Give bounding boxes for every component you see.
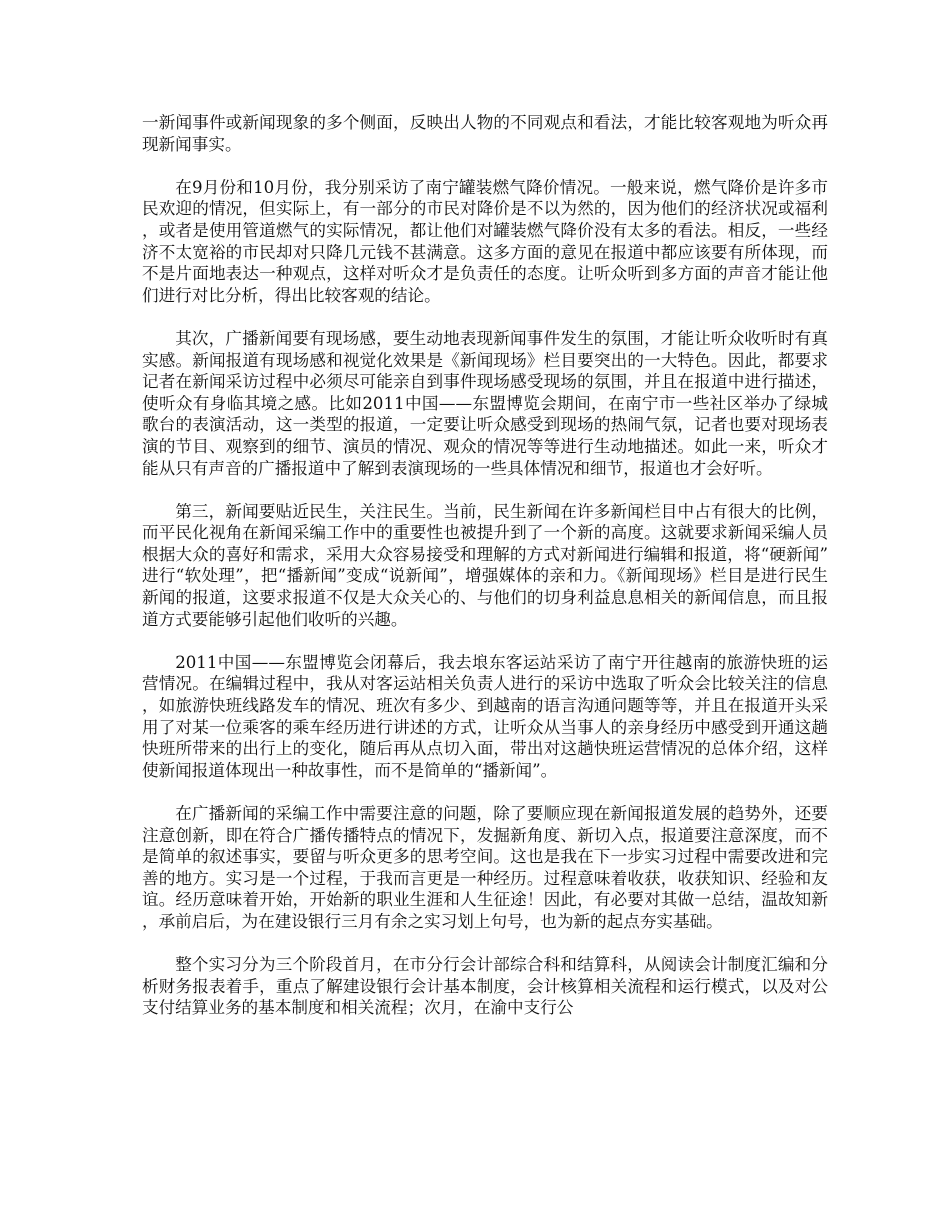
paragraph-gap — [142, 306, 828, 328]
paragraph-gap — [142, 630, 828, 652]
paragraph-summary: 在广播新闻的采编工作中需要注意的问题，除了要顺应现在新闻报道发展的趋势外，还要注意创新，即在符合广播传播特点的情况下，发掘新角度、新切入点，报道要注意深度，而不是简单的叙述事实，要留与听众更多的思考空间。这也是我在下一步实习过程中需要改进和完善的地方。实习是一个过程，于我而言更是一种经历。过程意味着收获，收获知识、经验和友谊。经历意味着开始，开始新的职业生涯和人生征途！因此，有必要对其做一总结，温故知新，承前启后，为在建设银行三月有余之实习划上句号，也为新的起点夯实基础。 — [142, 804, 828, 931]
paragraph-bus-report: 2011中国——东盟博览会闭幕后，我去埌东客运站采访了南宁开往越南的旅游快班的运营情况。在编辑过程中，我从对客运站相关负责人进行的采访中选取了听众会比较关注的信息，如旅游快班线路发车的情况、班次有多少、到越南的语言沟通问题等等，并且在报道开头采用了对某一位乘客的乘车经历进行讲述的方式，让听众从当事人的亲身经历中感受到开通这趟快班所带来的出行上的变化，随后再从点切入面，带出对这趟快班运营情况的总体介绍，这样使新闻报道体现出一种故事性，而不是简单的“播新闻”。 — [142, 652, 828, 780]
paragraph-continuation: 一新闻事件或新闻现象的多个侧面，反映出人物的不同观点和看法，才能比较客观地为听众再现新闻事实。 — [142, 113, 828, 154]
paragraph-gap — [142, 479, 828, 501]
paragraph-gap — [142, 155, 828, 177]
paragraph-gap — [142, 781, 828, 803]
paragraph-on-site: 其次，广播新闻要有现场感，要生动地表现新闻事件发生的氛围，才能让听众收听时有真实感。新闻报道有现场感和视觉化效果是《新闻现场》栏目要突出的一大特色。因此，都要求记者在新闻采访过程中必须尽可能亲自到事件现场感受现场的氛围，并且在报道中进行描述，使听众有身临其境之感。比如2011中国——东盟博览会期间，在南宁市一些社区举办了绿城歌台的表演活动，这一类型的报道，一定要让听众感受到现场的热闹气氛，记者也要对现场表演的节目、观察到的细节、演员的情况、观众的情况等等进行生动地描述。如此一来，听众才能从只有声音的广播报道中了解到表演现场的一些具体情况和细节，报道也才会好听。 — [142, 328, 828, 478]
paragraph-gap — [142, 933, 828, 955]
paragraph-gas-price: 在9月份和10月份，我分别采访了南宁罐装燃气降价情况。一般来说，燃气降价是许多市民欢迎的情况，但实际上，有一部分的市民对降价是不以为然的，因为他们的经济状况或福利，或者是使用管道燃气的实际情况，都让他们对罐装燃气降价没有太多的看法。相反，一些经济不太宽裕的市民却对只降几元钱不甚满意。这多方面的意见在报道中都应该要有所体现，而不是片面地表达一种观点，这样对听众才是负责任的态度。让听众听到多方面的声音才能让他们进行对比分析，得出比较客观的结论。 — [142, 177, 828, 305]
paragraph-internship-stages: 整个实习分为三个阶段首月，在市分行会计部综合科和结算科，从阅读会计制度汇编和分析财务报表着手，重点了解建设银行会计基本制度，会计核算相关流程和运行模式，以及对公支付结算业务的基本制度和相关流程；次月，在渝中支行公 — [142, 955, 828, 1018]
document-page — [142, 112, 828, 1019]
paragraph-livelihood: 第三，新闻要贴近民生，关注民生。当前，民生新闻在许多新闻栏目中占有很大的比例，而平民化视角在新闻采编工作中的重要性也被提升到了一个新的高度。这就要求新闻采编人员根据大众的喜好和需求，采用大众容易接受和理解的方式对新闻进行编辑和报道，将“硬新闻”进行“软处理”，把“播新闻”变成“说新闻”，增强媒体的亲和力。《新闻现场》栏目是进行民生新闻的报道，这要求报道不仅是大众关心的、与他们的切身利益息息相关的新闻信息，而且报道方式要能够引起他们收听的兴趣。 — [142, 501, 828, 629]
